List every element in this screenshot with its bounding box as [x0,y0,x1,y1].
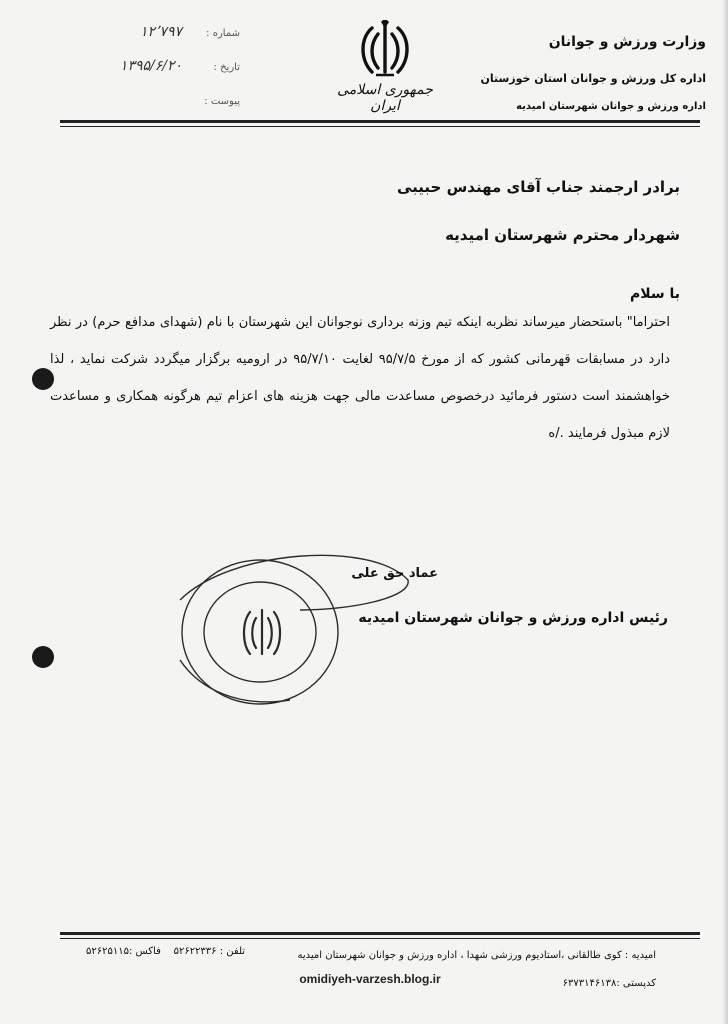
date-value: ۱۳۹۵/۶/۲۰ [119,58,182,74]
footer-website: omidiyeh-varzesh.blog.ir [299,972,441,986]
attachment-row [70,90,240,124]
signer-title: رئیس اداره ورزش و جوانان شهرستان امیدیه [358,610,668,626]
header-divider-thin [60,126,700,127]
signer-name: عماد حق علی [351,566,438,581]
national-emblem [330,20,440,114]
footer-postal-code: کدپستی :۶۳۷۳۱۴۶۱۳۸ [562,978,656,989]
footer-contact [86,946,296,957]
date-row [70,56,240,90]
binder-hole-top [32,368,54,390]
greeting: با سلام [629,286,680,302]
letterhead-organization [446,30,706,112]
number-label: شماره : [206,28,240,39]
letter-body: احتراما" باستحضار میرساند نظربه اینکه تیم وزنه برداری نوجوانان این شهرستان با نام (شهدای مدافع حرم) در نظر دارد در مسابقات قهرمانی کشور که از مورخ ۹۵/۷/۵ لغایت ۹۵/۷/۱۰ در ارومیه برگزار میگردد شرکت نماید ، لذا خواهشمند است دستور فرمائید درخصوص مساعدت مالی جهت هزینه های اعزام تیم هرگونه همکاری و مساعدت لازم مبذول فرمایند ./ه [50,315,671,441]
scan-edge [722,0,728,1024]
city-office-name: اداره ورزش و جوانان شهرستان امیدیه [516,101,706,112]
recipient-line-2: شهردار محترم شهرستان امیدیه [445,226,680,244]
emblem-icon [356,20,414,82]
number-value: ۱۲٬۷۹۷ [139,24,182,40]
attachment-label: پیوست : [204,96,240,107]
binder-hole-bottom [32,646,54,668]
number-row [70,22,240,56]
footer-address: امیدیه : کوی طالقانی ،استادیوم ورزشی شهدا ، اداره ورزش و جوانان شهرستان امیدیه [297,950,656,961]
header-divider [60,120,700,123]
footer-fax: فاکس :۵۲۶۲۵۱۱۵ [86,946,161,957]
recipient-line-1: برادر ارجمند جناب آقای مهندس حبیبی [397,178,680,196]
footer-divider-thin [60,938,700,939]
ministry-name: وزارت ورزش و جوانان [548,34,706,50]
emblem-caption: جمهوری اسلامی ایران [337,82,433,114]
letter-metadata [70,22,240,124]
footer-phone: تلفن : ۵۲۶۲۲۳۳۶ [173,946,246,957]
footer-divider [60,932,700,935]
province-office-name: اداره کل ورزش و جوانان استان خوزستان [480,72,706,85]
date-label: تاریخ : [213,62,240,73]
